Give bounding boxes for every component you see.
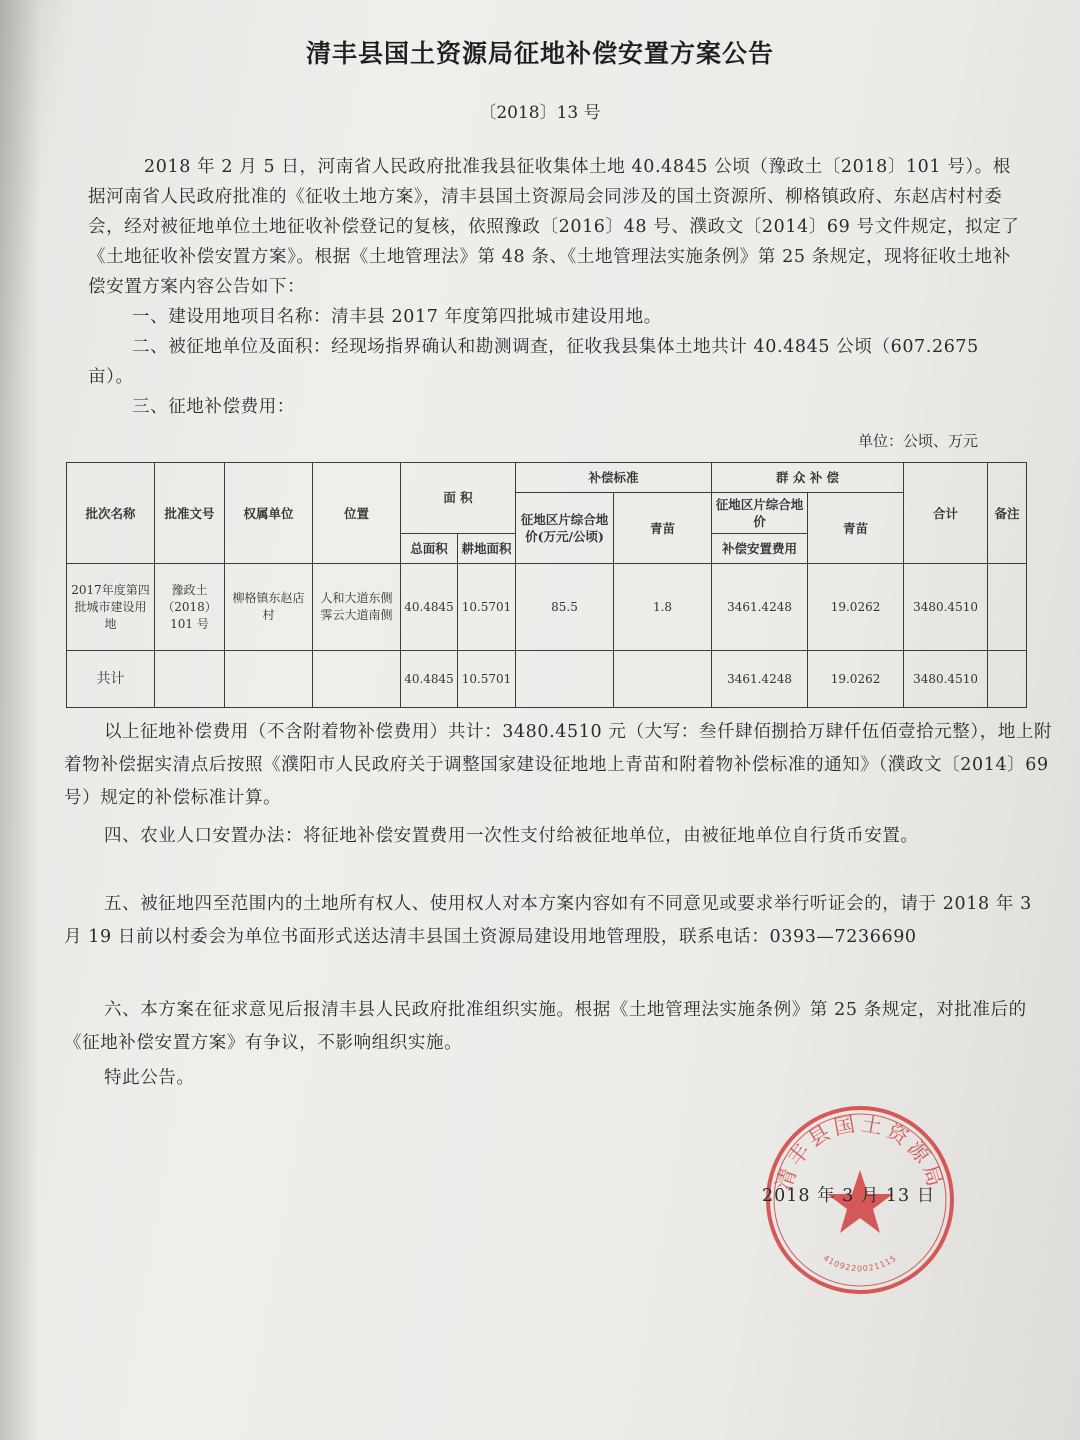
- header-std-crop: 青苗: [614, 493, 712, 564]
- header-mass-price: 征地区片综合地价: [712, 493, 808, 533]
- table-header-row: [67, 463, 1027, 493]
- document-number: 〔2018〕13 号: [479, 103, 601, 123]
- sum-label: 共计: [67, 651, 155, 708]
- sum-mass-crop: 19.0262: [808, 651, 904, 708]
- table-row: [67, 564, 1027, 651]
- header-mass-crop: 青苗: [808, 493, 904, 564]
- cell-std-price: 85.5: [516, 564, 614, 651]
- header-area: 面 积: [401, 463, 516, 534]
- sum-total-area: 40.4845: [401, 651, 458, 708]
- closing-line: 特此公告。: [104, 1068, 195, 1088]
- item-1-project-name: 一、建设用地项目名称：清丰县 2017 年度第四批城市建设用地。: [132, 307, 662, 327]
- svg-text:4109220021115: [822, 1254, 899, 1274]
- sum-farmland: 10.5701: [458, 651, 516, 708]
- item-6-implementation: 六、本方案在征求意见后报清丰县人民政府批准组织实施。根据《土地管理法实施条例》第 25 条规定，对批准后的《征地补偿安置方案》有争议，不影响组织实施。: [64, 1000, 1027, 1053]
- after-table-paragraph: 以上征地补偿费用（不含附着物补偿费用）共计：3480.4510 元（大写：叁仟肆佰捌拾万肆仟伍佰壹拾元整），地上附着物补偿据实清点后按照《濮阳市人民政府关于调整国家建设征地地上青苗和附着物补偿标准的通知》（濮政文〔2014〕69 号）规定的补偿标准计算。: [64, 722, 1053, 808]
- cell-farmland: 10.5701: [458, 564, 516, 651]
- intro-paragraph: 2018 年 2 月 5 日，河南省人民政府批准我县征收集体土地 40.4845 公顷（豫政土〔2018〕101 号）。根据河南省人民政府批准的《征收土地方案》，清丰县国土资源局会同涉及的国土资源所、柳格镇政府、东赵店村村委会，经对被征地单位土地征收补偿登记的复核，依照豫政〔2016〕48 号、濮政文〔2014〕69 号文件规定，拟定了《土地征收补偿安置方案》。根据《土地管理法》第 48 条、《土地管理法实施条例》第 25 条规定，现将征收土地补偿安置方案内容公告如下：: [88, 157, 1020, 297]
- sum-empty: [614, 651, 712, 708]
- seal-text: 清丰县国土资源局: [771, 1111, 949, 1194]
- cell-batch: 2017年度第四批城市建设用地: [67, 564, 155, 651]
- header-mass-fee: 补偿安置费用: [712, 533, 808, 563]
- cell-std-crop: 1.8: [614, 564, 712, 651]
- cell-total-area: 40.4845: [401, 564, 458, 651]
- cell-location: 人和大道东侧霁云大道南侧: [313, 564, 401, 651]
- seal-code: 4109220021115: [821, 1253, 899, 1274]
- header-owner: 权属单位: [225, 463, 313, 564]
- header-mass-compensation: 群 众 补 偿: [712, 463, 904, 493]
- unit-note: 单位：公顷、万元: [858, 432, 979, 450]
- item-3-compensation-heading: 三、征地补偿费用：: [132, 397, 295, 417]
- cell-total: 3480.4510: [904, 564, 988, 651]
- item-5-objection: 五、被征地四至范围内的土地所有权人、使用权人对本方案内容如有不同意见或要求举行听证会的，请于 2018 年 3 月 19 日前以村委会为单位书面形式送达清丰县国土资源局建设用地管理股，联系电话：0393—7236690: [64, 894, 1032, 947]
- document-title: 清丰县国土资源局征地补偿安置方案公告: [305, 39, 774, 68]
- header-standard: 补偿标准: [516, 463, 712, 493]
- cell-note: [988, 564, 1027, 651]
- issue-date: 2018 年 3 月 13 日: [762, 1186, 936, 1206]
- sum-total: 3480.4510: [904, 651, 988, 708]
- sum-empty: [155, 651, 225, 708]
- header-total: 合计: [904, 463, 988, 564]
- sum-empty: [516, 651, 614, 708]
- header-batch: 批次名称: [67, 463, 155, 564]
- table-sum-row: [67, 651, 1027, 708]
- header-note: 备注: [988, 463, 1027, 564]
- compensation-table: [66, 462, 1027, 708]
- sum-empty: [313, 651, 401, 708]
- sum-mass-price: 3461.4248: [712, 651, 808, 708]
- page-edge-shadow: [0, 0, 40, 1440]
- cell-owner: 柳格镇东赵店村: [225, 564, 313, 651]
- sum-empty: [988, 651, 1027, 708]
- header-total-area: 总面积: [401, 533, 458, 563]
- header-location: 位置: [313, 463, 401, 564]
- item-2-land-area: 二、被征地单位及面积：经现场指界确认和勘测调查，征收我县集体土地共计 40.4845 公顷（607.2675 亩）。: [88, 337, 979, 387]
- cell-mass-crop: 19.0262: [808, 564, 904, 651]
- header-farmland: 耕地面积: [458, 533, 516, 563]
- header-approval: 批准文号: [155, 463, 225, 564]
- header-std-price: 征地区片综合地价(万元/公顷): [516, 493, 614, 564]
- item-4-resettlement: 四、农业人口安置办法：将征地补偿安置费用一次性支付给被征地单位，由被征地单位自行货币安置。: [104, 826, 919, 846]
- cell-approval: 豫政土（2018）101 号: [155, 564, 225, 651]
- cell-mass-price: 3461.4248: [712, 564, 808, 651]
- sum-empty: [225, 651, 313, 708]
